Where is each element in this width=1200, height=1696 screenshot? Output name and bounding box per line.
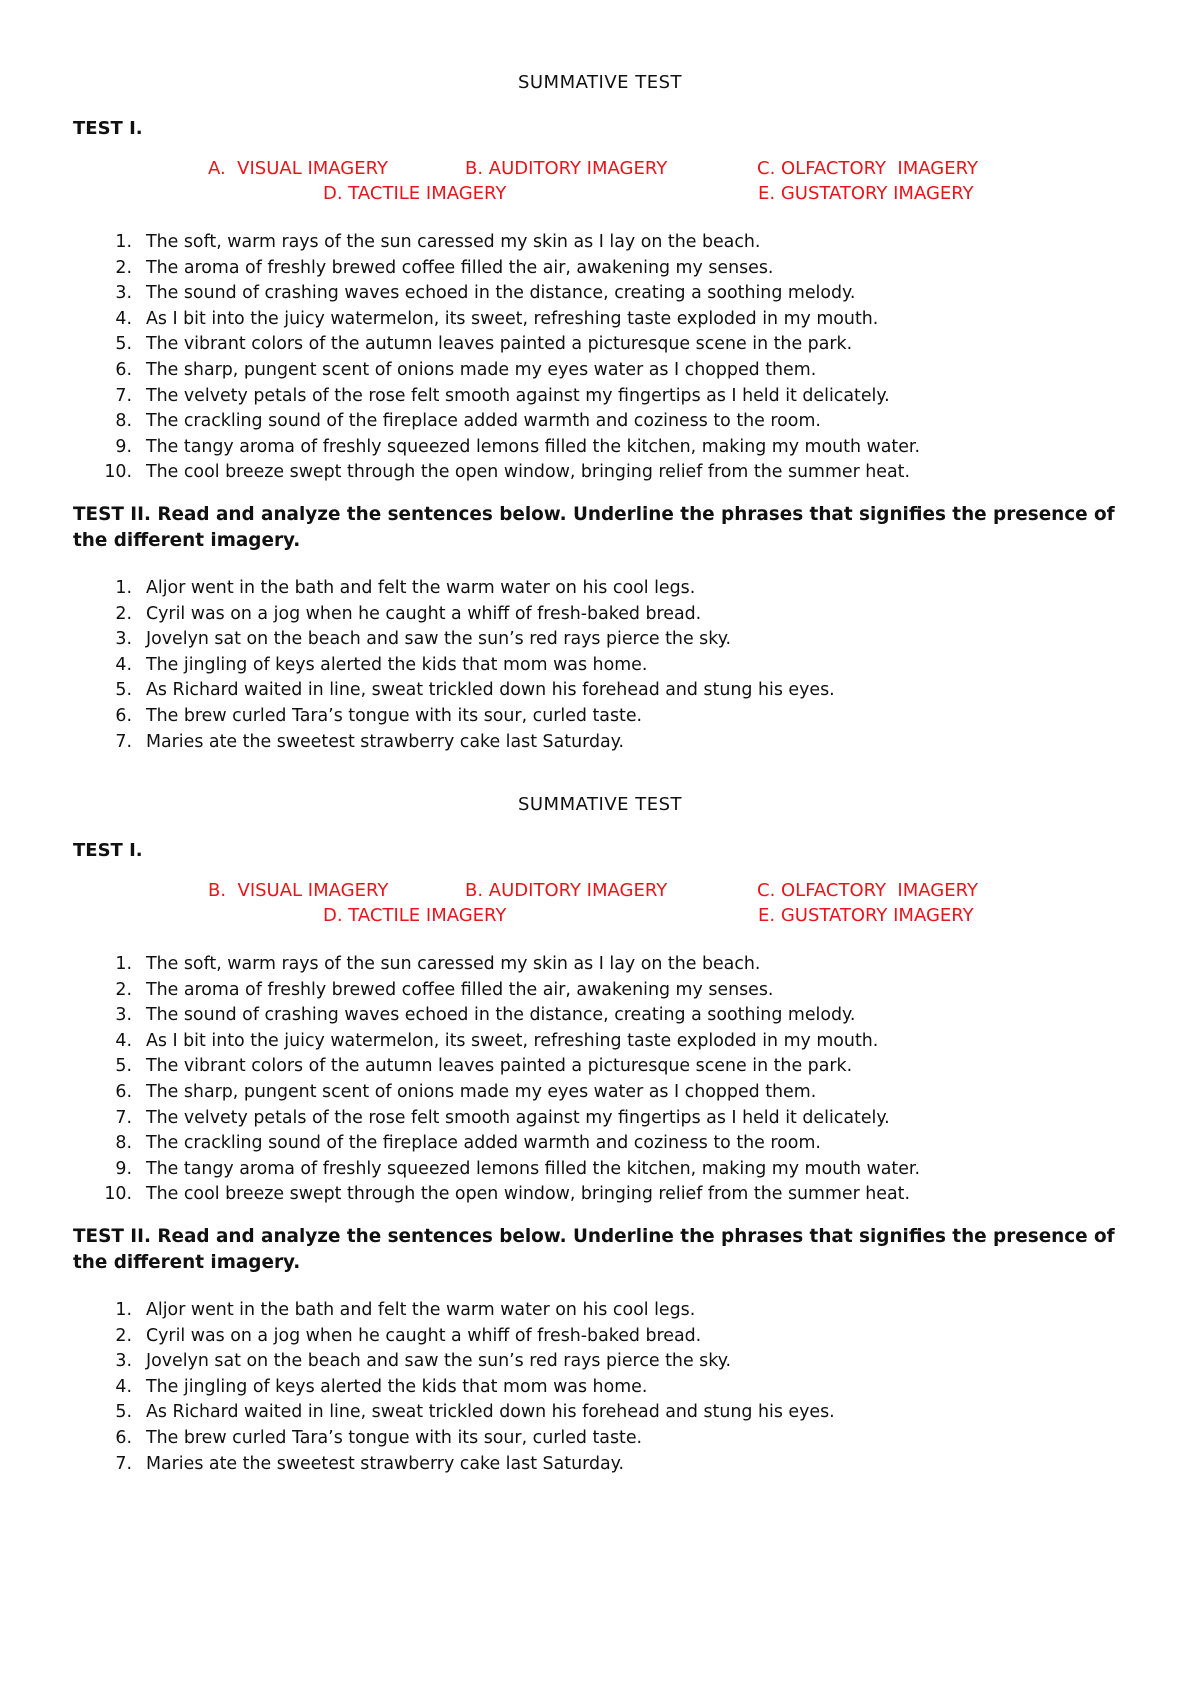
- list-item-number: 6.: [115, 705, 132, 726]
- list-item-text: The tangy aroma of freshly squeezed lemons filled the kitchen, making my mouth water.: [146, 436, 921, 457]
- list-item-number: 7.: [115, 385, 132, 406]
- list-item-text: The velvety petals of the rose felt smooth against my fingertips as I held it delicately.: [146, 1107, 890, 1128]
- list-item-text: Maries ate the sweetest strawberry cake last Saturday.: [146, 1453, 624, 1474]
- list-item-number: 10.: [104, 462, 132, 483]
- page-title: SUMMATIVE TEST: [517, 794, 683, 815]
- list-item-text: Jovelyn sat on the beach and saw the sun’s red rays pierce the sky.: [146, 629, 732, 650]
- list-item-text: The jingling of keys alerted the kids that mom was home.: [146, 654, 648, 675]
- list-item-text: Cyril was on a jog when he caught a whiff of fresh-baked bread.: [146, 603, 702, 624]
- list-item-number: 2.: [115, 979, 132, 1000]
- choices-row-2: [0, 181, 1200, 206]
- list-item-number: 4.: [115, 654, 132, 675]
- list-item-text: The brew curled Tara’s tongue with its sour, curled taste.: [146, 705, 643, 726]
- list-item-text: The aroma of freshly brewed coffee filled the air, awakening my senses.: [146, 979, 774, 1000]
- list-item-number: 1.: [115, 232, 132, 252]
- list-item-number: 5.: [115, 1056, 132, 1077]
- imagery-choices: [0, 156, 1200, 206]
- list-item-number: 10.: [104, 1184, 132, 1205]
- list-item-text: The aroma of freshly brewed coffee filled the air, awakening my senses.: [146, 257, 774, 278]
- choices-row-1: [0, 878, 1200, 903]
- choice-olfactory: C. OLFACTORY IMAGERY: [757, 158, 978, 179]
- choices-row-2: [0, 903, 1200, 928]
- list-item-text: Jovelyn sat on the beach and saw the sun’s red rays pierce the sky.: [146, 1351, 732, 1372]
- choice-auditory: B. AUDITORY IMAGERY: [465, 880, 668, 901]
- test2-heading: TEST II. Read and analyze the sentences below. Underline the phrases that signifies the presence of the different imagery.: [73, 504, 1115, 551]
- list-item-text: Aljor went in the bath and felt the warm water on his cool legs.: [146, 1300, 696, 1320]
- list-item-number: 6.: [115, 359, 132, 380]
- choice-visual: A. VISUAL IMAGERY: [208, 158, 388, 179]
- list-item-number: 6.: [115, 1081, 132, 1102]
- list-item-text: The sound of crashing waves echoed in the distance, creating a soothing melody.: [146, 283, 856, 304]
- choice-tactile: D. TACTILE IMAGERY: [323, 183, 507, 204]
- list-item-text: The soft, warm rays of the sun caressed my skin as I lay on the beach.: [146, 954, 761, 974]
- list-item-text: Aljor went in the bath and felt the warm water on his cool legs.: [146, 578, 696, 598]
- summative-test-section-2: [0, 792, 1200, 1474]
- list-item-text: Maries ate the sweetest strawberry cake last Saturday.: [146, 731, 624, 752]
- list-item-text: The cool breeze swept through the open window, bringing relief from the summer heat.: [146, 1184, 911, 1205]
- test1-heading: TEST I.: [73, 118, 143, 139]
- list-item-number: 3.: [115, 1351, 132, 1372]
- imagery-choices: [0, 878, 1200, 928]
- page-title: SUMMATIVE TEST: [517, 72, 683, 93]
- list-item-number: 3.: [115, 629, 132, 650]
- list-item-text: The crackling sound of the fireplace added warmth and coziness to the room.: [146, 1133, 821, 1154]
- list-item-number: 4.: [115, 1030, 132, 1051]
- list-item-number: 7.: [115, 1107, 132, 1128]
- test2-heading: TEST II. Read and analyze the sentences below. Underline the phrases that signifies the presence of the different imagery.: [73, 1226, 1115, 1273]
- list-item-text: The tangy aroma of freshly squeezed lemons filled the kitchen, making my mouth water.: [146, 1158, 921, 1179]
- list-item-number: 3.: [115, 1005, 132, 1026]
- list-item-text: As I bit into the juicy watermelon, its sweet, refreshing taste exploded in my mouth.: [146, 308, 879, 329]
- summative-test-section-1: [0, 70, 1200, 752]
- choice-gustatory: E. GUSTATORY IMAGERY: [758, 905, 974, 926]
- list-item-text: The brew curled Tara’s tongue with its sour, curled taste.: [146, 1427, 643, 1448]
- choice-gustatory: E. GUSTATORY IMAGERY: [758, 183, 974, 204]
- list-item-number: 2.: [115, 257, 132, 278]
- list-item-number: 1.: [115, 954, 132, 974]
- list-item-text: The sharp, pungent scent of onions made my eyes water as I chopped them.: [146, 359, 817, 380]
- list-item-text: As I bit into the juicy watermelon, its sweet, refreshing taste exploded in my mouth.: [146, 1030, 879, 1051]
- list-item-number: 4.: [115, 1376, 132, 1397]
- list-item-text: The vibrant colors of the autumn leaves painted a picturesque scene in the park.: [146, 1056, 853, 1077]
- list-item-text: The vibrant colors of the autumn leaves painted a picturesque scene in the park.: [146, 334, 853, 355]
- list-item-text: The crackling sound of the fireplace added warmth and coziness to the room.: [146, 411, 821, 432]
- list-item-number: 5.: [115, 334, 132, 355]
- list-item-text: The soft, warm rays of the sun caressed my skin as I lay on the beach.: [146, 232, 761, 252]
- list-item-number: 5.: [115, 1402, 132, 1423]
- list-item-number: 8.: [115, 1133, 132, 1154]
- list-item-text: The jingling of keys alerted the kids that mom was home.: [146, 1376, 648, 1397]
- list-item-number: 1.: [115, 1300, 132, 1320]
- list-item-number: 8.: [115, 411, 132, 432]
- choice-visual: B. VISUAL IMAGERY: [208, 880, 389, 901]
- list-item-text: As Richard waited in line, sweat trickled down his forehead and stung his eyes.: [146, 1402, 835, 1423]
- choice-olfactory: C. OLFACTORY IMAGERY: [757, 880, 978, 901]
- list-item-number: 5.: [115, 680, 132, 701]
- choice-tactile: D. TACTILE IMAGERY: [323, 905, 507, 926]
- list-item-number: 7.: [115, 731, 132, 752]
- list-item-number: 2.: [115, 1325, 132, 1346]
- list-item-number: 7.: [115, 1453, 132, 1474]
- choice-auditory: B. AUDITORY IMAGERY: [465, 158, 668, 179]
- list-item-number: 3.: [115, 283, 132, 304]
- list-item-number: 1.: [115, 578, 132, 598]
- list-item-text: As Richard waited in line, sweat trickled down his forehead and stung his eyes.: [146, 680, 835, 701]
- list-item-text: The velvety petals of the rose felt smooth against my fingertips as I held it delicately.: [146, 385, 890, 406]
- test1-heading: TEST I.: [73, 840, 143, 861]
- list-item-text: The sharp, pungent scent of onions made my eyes water as I chopped them.: [146, 1081, 817, 1102]
- list-item-text: The cool breeze swept through the open window, bringing relief from the summer heat.: [146, 462, 911, 483]
- choices-row-1: [0, 156, 1200, 181]
- list-item-text: The sound of crashing waves echoed in the distance, creating a soothing melody.: [146, 1005, 856, 1026]
- list-item-number: 9.: [115, 1158, 132, 1179]
- list-item-number: 4.: [115, 308, 132, 329]
- list-item-text: Cyril was on a jog when he caught a whiff of fresh-baked bread.: [146, 1325, 702, 1346]
- list-item-number: 9.: [115, 436, 132, 457]
- list-item-number: 6.: [115, 1427, 132, 1448]
- list-item-number: 2.: [115, 603, 132, 624]
